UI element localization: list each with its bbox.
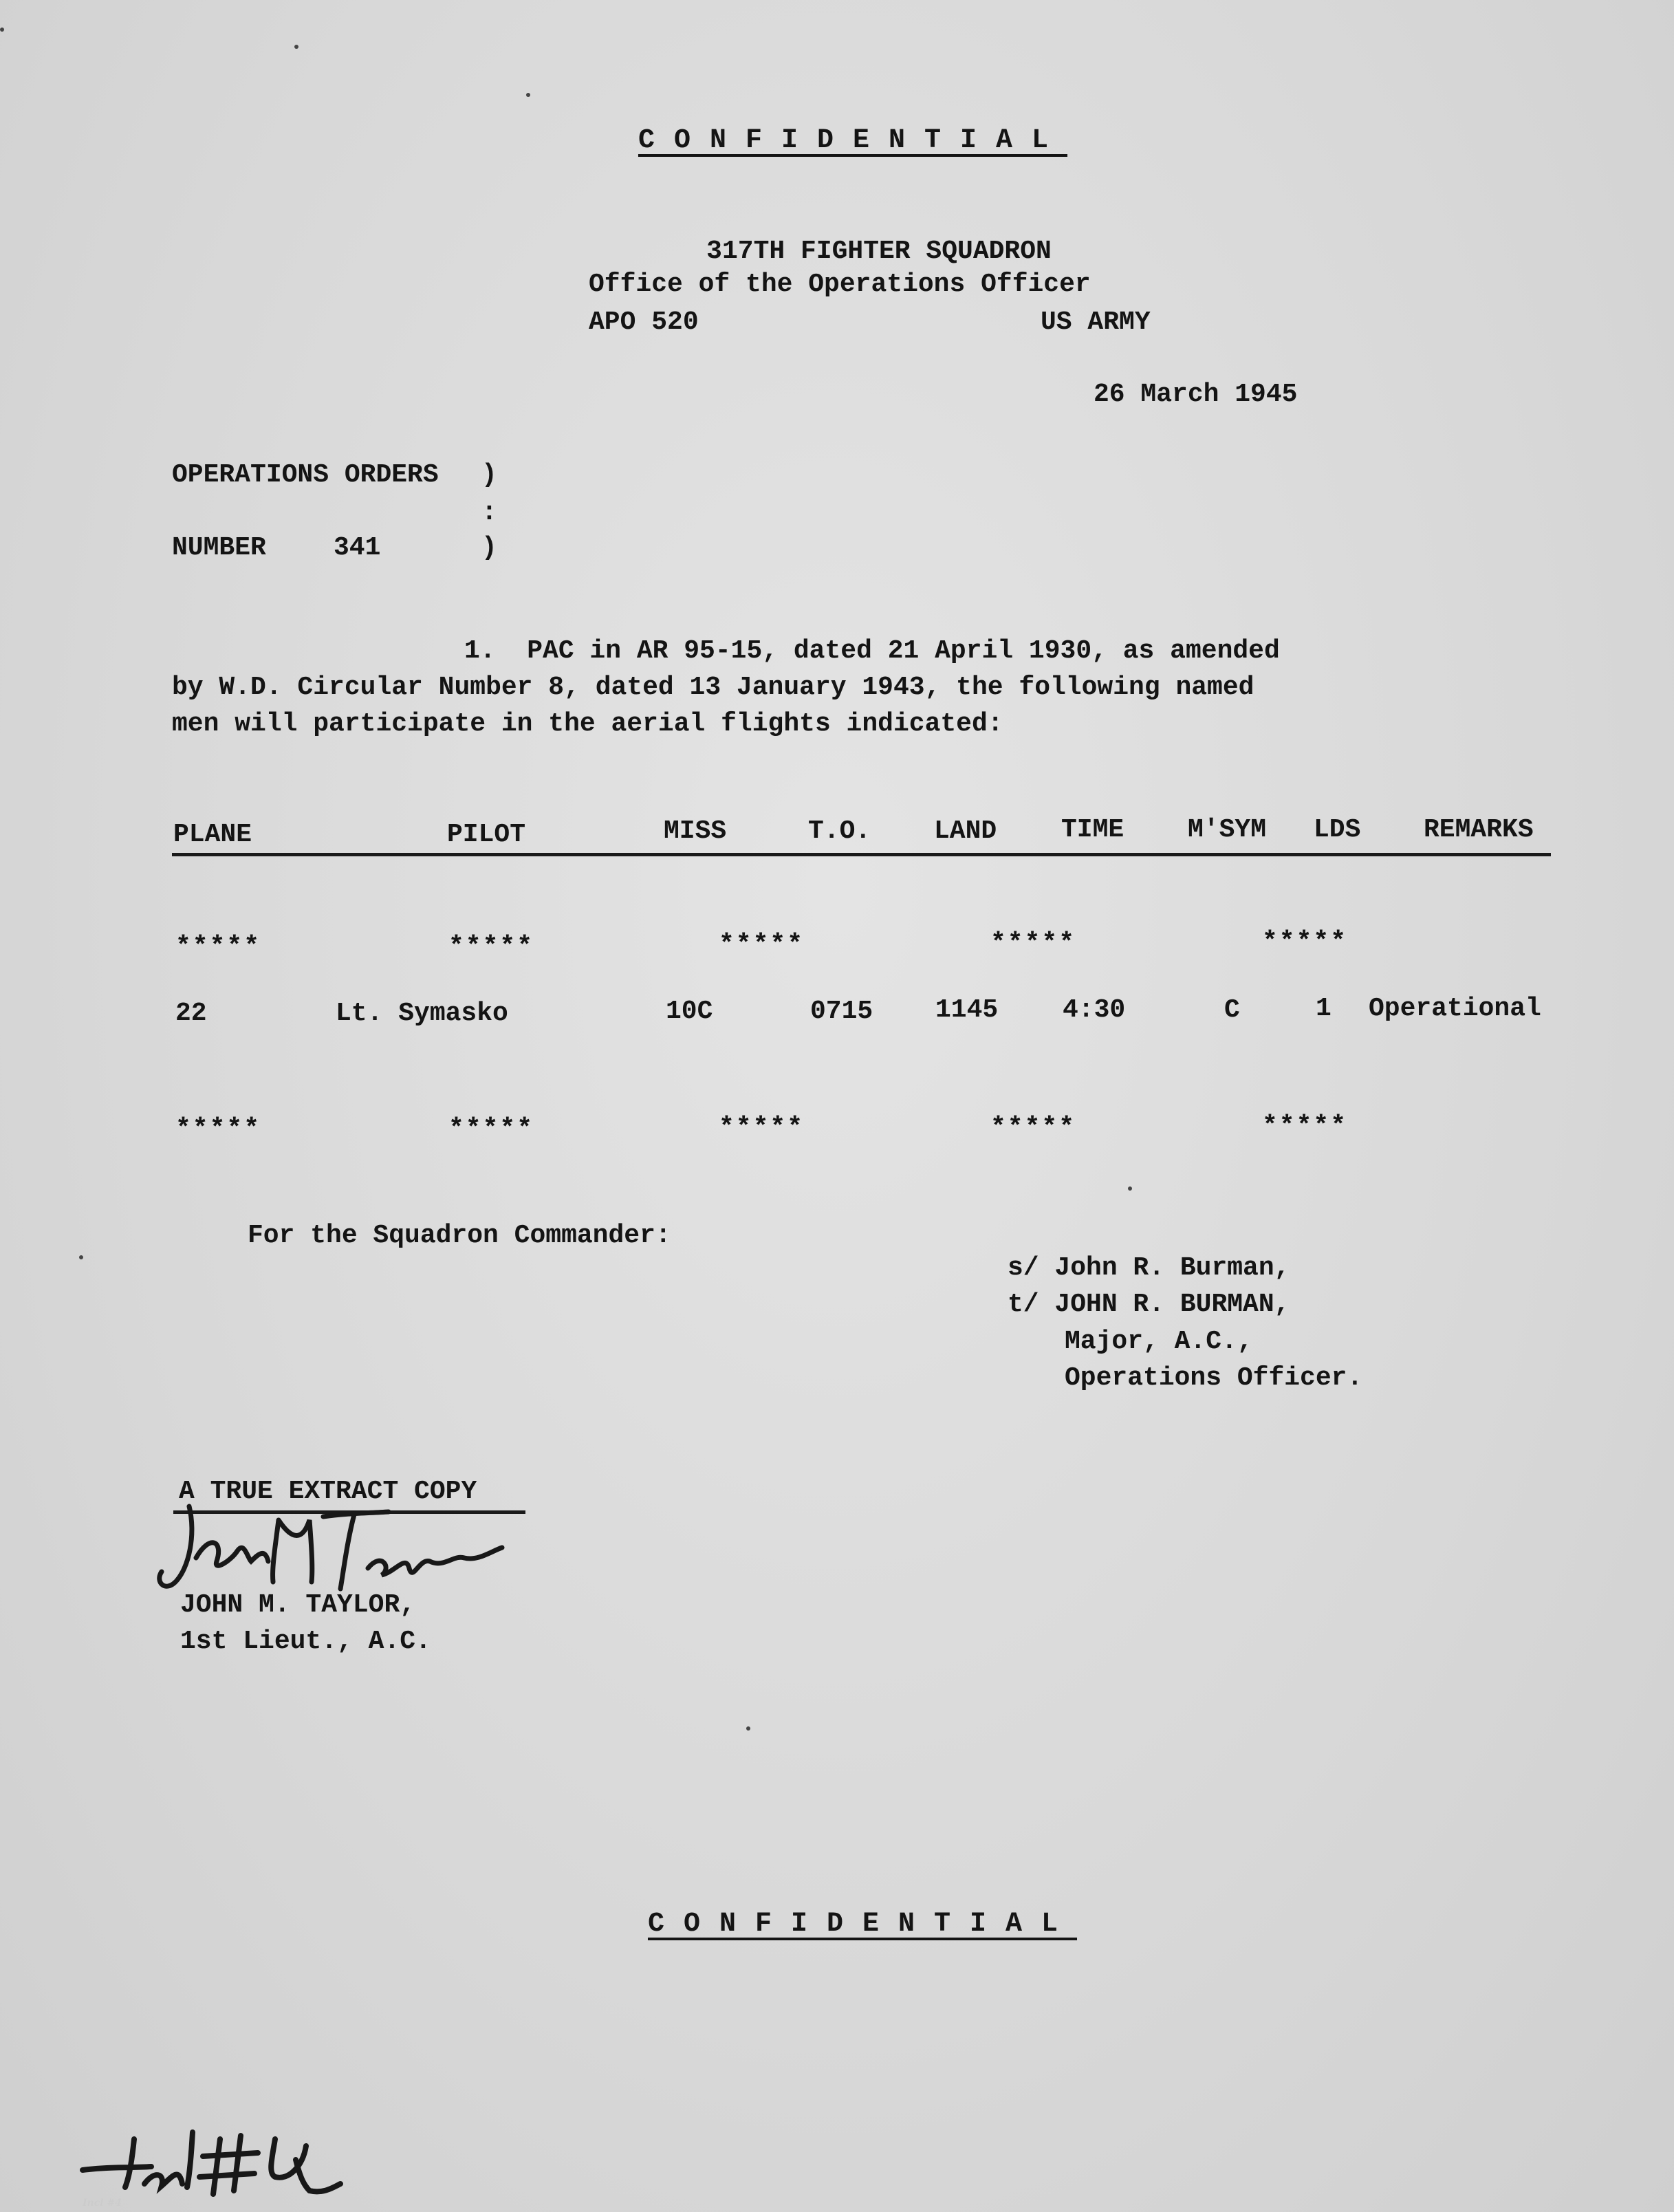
cell-remarks: Operational (1369, 994, 1541, 1023)
separator-2a: ***** (175, 1114, 261, 1144)
cell-time: 4:30 (1063, 995, 1126, 1025)
header-land: LAND (934, 816, 997, 846)
paragraph-line-1: 1. PAC in AR 95-15, dated 21 April 1930, as amended (464, 636, 1280, 666)
header-miss: MISS (664, 816, 727, 846)
document-date: 26 March 1945 (1094, 380, 1298, 409)
header-msym: M'SYM (1188, 815, 1267, 845)
separator-2d: ***** (990, 1113, 1076, 1142)
speck (0, 28, 4, 32)
classification-bottom: CONFIDENTIAL (647, 1909, 1078, 1940)
signer-title: Operations Officer. (1065, 1363, 1363, 1393)
header-rule (172, 853, 1551, 856)
orders-label: OPERATIONS ORDERS (172, 460, 439, 490)
cell-msym: C (1224, 995, 1240, 1025)
separator-2e: ***** (1262, 1112, 1348, 1141)
header-pilot: PILOT (447, 820, 526, 849)
separator-2c: ***** (719, 1113, 805, 1142)
orders-paren-2: ) (481, 533, 497, 563)
cell-plane: 22 (175, 999, 207, 1028)
cell-land: 1145 (935, 995, 999, 1025)
office-name: Office of the Operations Officer (589, 270, 1091, 299)
orders-number: 341 (334, 533, 381, 563)
apo-number: APO 520 (589, 307, 699, 337)
paragraph-line-2: by W.D. Circular Number 8, dated 13 January 1943, the following named (172, 673, 1254, 702)
header-lds: LDS (1314, 815, 1361, 845)
orders-colon: : (481, 498, 497, 528)
for-commander: For the Squadron Commander: (248, 1221, 671, 1250)
header-remarks: REMARKS (1424, 815, 1534, 845)
separator-1a: ***** (175, 932, 261, 962)
speck (294, 45, 298, 49)
header-plane: PLANE (173, 820, 252, 849)
separator-1b: ***** (448, 932, 534, 962)
separator-1d: ***** (990, 929, 1076, 958)
speck (79, 1255, 83, 1259)
separator-2b: ***** (448, 1114, 534, 1144)
classification-top: CONFIDENTIAL (638, 125, 1068, 156)
paragraph-line-3: men will participate in the aerial flights indicated: (172, 709, 1003, 739)
annotation-incl-mark (69, 2118, 365, 2201)
separator-1e: ***** (1262, 927, 1348, 957)
cell-miss: 10C (666, 997, 713, 1026)
cell-lds: 1 (1316, 994, 1331, 1023)
separator-1c: ***** (719, 930, 805, 959)
speck (746, 1726, 750, 1731)
signature-t: t/ JOHN R. BURMAN, (1008, 1290, 1290, 1319)
cell-to: 0715 (810, 997, 873, 1026)
cell-pilot: Lt. Symasko (336, 999, 508, 1028)
unit-name: 317TH FIGHTER SQUADRON (706, 237, 1052, 266)
extract-name: JOHN M. TAYLOR, (180, 1590, 416, 1620)
orders-paren-1: ) (481, 460, 497, 490)
header-time: TIME (1061, 815, 1124, 845)
header-to: T.O. (808, 816, 871, 846)
annotation-text (83, 2198, 122, 2209)
signer-rank: Major, A.C., (1065, 1327, 1253, 1356)
army-label: US ARMY (1041, 307, 1151, 337)
extract-rank: 1st Lieut., A.C. (180, 1627, 431, 1656)
speck (526, 93, 530, 97)
orders-number-label: NUMBER (172, 533, 266, 563)
speck (1128, 1186, 1132, 1191)
signature-s: s/ John R. Burman, (1008, 1253, 1290, 1283)
extract-label: A TRUE EXTRACT COPY (179, 1477, 477, 1506)
